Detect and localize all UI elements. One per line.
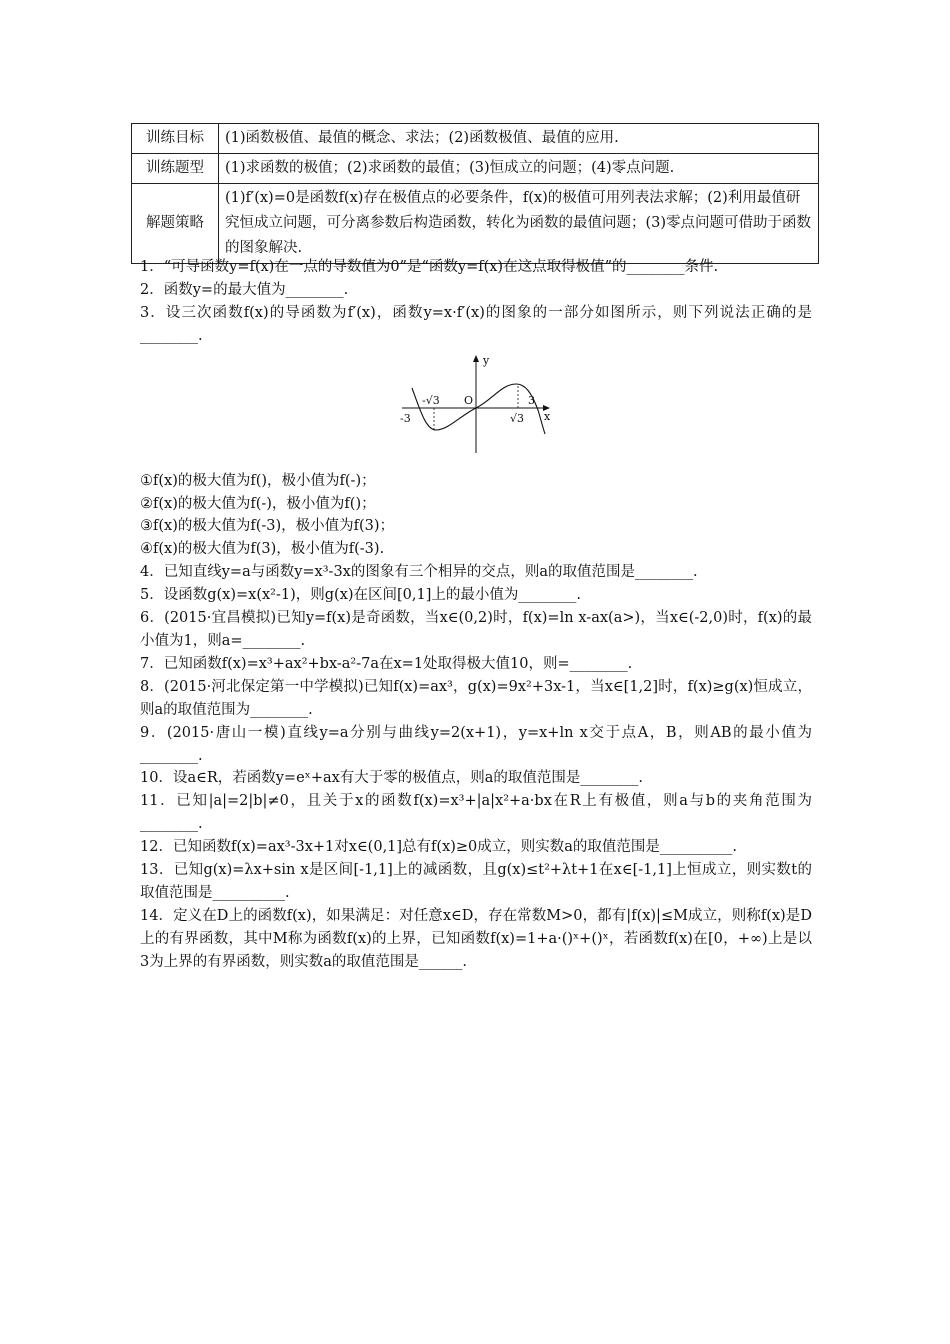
table-content-cell: (1)求函数的极值；(2)求函数的最值；(3)恒成立的问题；(4)零点问题. xyxy=(219,154,819,184)
problem-12: 12．已知函数f(x)=ax³-3x+1对x∈(0,1]总有f(x)≥0成立，则实数a的取值范围是__________. xyxy=(140,839,738,856)
three-label: 3 xyxy=(528,393,535,407)
problem-13: 13．已知g(x)=λx+sin x是区间[-1,1]上的减函数，且g(x)≤t²+λt+1在x∈[-1,1]上恒成立，则实数t的取值范围是__________. xyxy=(140,862,812,901)
option-3: ③f(x)的极大值为f(-3)，极小值为f(3)； xyxy=(140,518,395,535)
problem-2: 2．函数y=的最大值为________. xyxy=(140,281,349,298)
problem-5: 5．设函数g(x)=x(x²-1)，则g(x)在区间[0,1]上的最小值为________. xyxy=(140,587,582,604)
problem-11: 11．已知|a|=2|b|≠0，且关于x的函数f(x)=x³+|a|x²+a·bx在R上有极值，则a与b的夹角范围为________. xyxy=(140,793,812,833)
problem-10: 10．设a∈R，若函数y=eˣ+ax有大于零的极值点，则a的取值范围是________. xyxy=(140,770,644,787)
y-axis-arrow xyxy=(473,355,479,362)
table-content-cell: (1)函数极值、最值的概念、求法；(2)函数极值、最值的应用. xyxy=(219,124,819,154)
problem-3: 3．设三次函数f(x)的导函数为f′(x)，函数y=x·f′(x)的图象的一部分如图所示，则下列说法正确的是________. xyxy=(140,304,812,344)
problem-1: 1．“可导函数y=f(x)在一点的导数值为0”是“函数y=f(x)在这点取得极值”的________条件. xyxy=(140,259,719,275)
table-row xyxy=(132,154,819,184)
table-content-cell: (1)f′(x)=0是函数f(x)存在极值点的必要条件，f(x)的极值可用列表法求解；(2)利用最值研究恒成立问题，可分离参数后构造函数，转化为函数的最值问题；(3)零点问题可借助于函数的图象解决. xyxy=(219,184,819,264)
table-label-cell: 解题策略 xyxy=(132,184,219,264)
y-axis-label: y xyxy=(483,353,490,367)
training-info-table xyxy=(131,123,819,264)
sqrt3-label: √3 xyxy=(510,411,525,425)
problem-4: 4．已知直线y=a与函数y=x³-3x的图象有三个相异的交点，则a的取值范围是________. xyxy=(140,564,698,581)
x-axis-label: x xyxy=(544,409,551,423)
problem-7: 7．已知函数f(x)=x³+ax²+bx-a²-7a在x=1处取得极大值10，则=________. xyxy=(140,655,633,672)
neg-sqrt3-label: -√3 xyxy=(422,393,440,407)
curve xyxy=(412,384,545,434)
option-list xyxy=(140,470,812,562)
table-row xyxy=(132,184,819,264)
table-label-cell: 训练目标 xyxy=(132,124,219,154)
origin-label: O xyxy=(464,393,474,407)
option-4: ④f(x)的极大值为f(3)，极小值为f(-3). xyxy=(140,541,385,558)
problem-8: 8．(2015·河北保定第一中学模拟)已知f(x)=ax³，g(x)=9x²+3x-1，当x∈[1,2]时，f(x)≥g(x)恒成立，则a的取值范围为________. xyxy=(140,678,812,718)
problem-list xyxy=(140,256,812,974)
derivative-graph-figure xyxy=(140,348,812,464)
table-row xyxy=(132,124,819,154)
option-2: ②f(x)的极大值为f(-)，极小值为f()； xyxy=(140,495,376,512)
option-1: ①f(x)的极大值为f()，极小值为f(-)； xyxy=(140,472,376,489)
graph-svg xyxy=(398,348,558,458)
neg-three-label: -3 xyxy=(400,411,411,425)
problem-6: 6．(2015·宜昌模拟)已知y=f(x)是奇函数，当x∈(0,2)时，f(x)=ln x-ax(a>)，当x∈(-2,0)时，f(x)的最小值为1，则a=________. xyxy=(140,610,812,649)
problem-14: 14．定义在D上的函数f(x)，如果满足：对任意x∈D，存在常数M>0，都有|f(x)|≤M成立，则称f(x)是D上的有界函数，其中M称为函数f(x)的上界，已知函数f(x)=1+a·()ˣ+()ˣ，若函数f(x)在[0，+∞)上是以3为上界的有界函数，则实数a的取值范围是______. xyxy=(140,907,812,970)
problem-9: 9．(2015·唐山一模)直线y=a分别与曲线y=2(x+1)，y=x+ln x交于点A，B，则AB的最小值为________. xyxy=(140,724,812,764)
table-label-cell: 训练题型 xyxy=(132,154,219,184)
